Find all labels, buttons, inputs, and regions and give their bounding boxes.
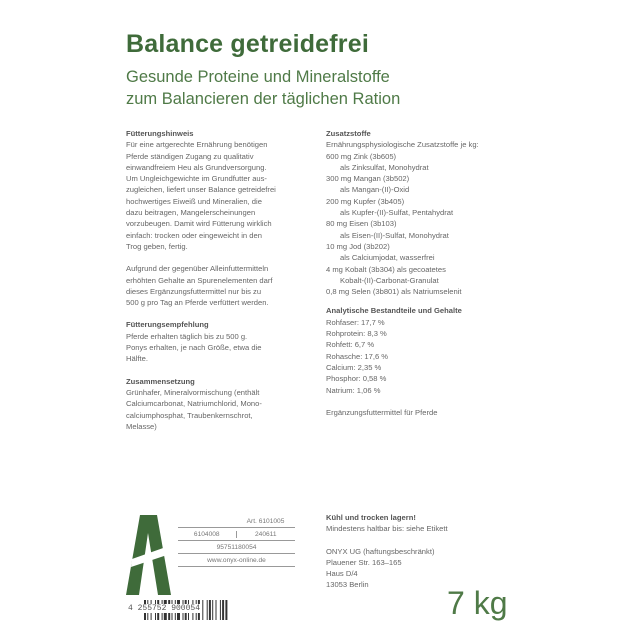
text-line: einfach: trocken oder eingeweicht in den [126, 230, 262, 240]
text-line: zugleichen, liefert unser Balance getreidefrei [126, 185, 276, 195]
additive-line: 4 mg Kobalt (3b304) als gecoatetes [326, 264, 446, 274]
analysis-list [326, 317, 526, 396]
additive-line: als Zinksulfat, Monohydrat [340, 162, 429, 172]
additive-line: 0,8 mg Selen (3b801) als Natriumselenit [326, 287, 462, 297]
ean-number: 95751180054 [216, 543, 257, 551]
additive-line: als Eisen-(II)-Sulfat, Monohydrat [340, 230, 449, 240]
analysis-item: Rohasche: 17,6 % [326, 351, 389, 361]
composition-text [126, 387, 306, 432]
text-line: Hälfte. [126, 354, 148, 364]
table-row [178, 528, 295, 541]
additive-line: 10 mg Jod (3b202) [326, 241, 390, 251]
additives-list [326, 139, 526, 297]
recommend-heading: Fütterungsempfehlung [126, 320, 209, 330]
table-row [178, 541, 295, 554]
additive-line: als Kupfer-(II)-Sulfat, Pentahydrat [340, 208, 454, 218]
analysis-item: Calcium: 2,35 % [326, 362, 382, 372]
text-line: Ponys erhalten, je nach Größe, etwa die [126, 343, 262, 353]
feeding-text [126, 139, 306, 252]
text-line: dazu beitragen, Mangelerscheinungen [126, 208, 256, 218]
analysis-item: Rohfaser: 17,7 % [326, 317, 385, 327]
subtitle-line-2: zum Balancieren der täglichen Ration [126, 90, 401, 108]
footer-note: Ergänzungsfuttermittel für Pferde [326, 407, 438, 417]
additive-line: 300 mg Mangan (3b502) [326, 174, 410, 184]
table-row [178, 554, 295, 567]
composition-heading: Zusammensetzung [126, 376, 195, 386]
analysis-item: Rohfett: 6,7 % [326, 340, 375, 350]
article-number: Art. 6101005 [246, 517, 285, 525]
website: www.onyx-online.de [207, 556, 266, 564]
address-line: Haus D/4 [326, 569, 358, 579]
additive-line: 80 mg Eisen (3b103) [326, 219, 397, 229]
analysis-item: Natrium: 1,06 % [326, 385, 381, 395]
text-line: Aufgrund der gegenüber Alleinfuttermitteln [126, 264, 269, 274]
address-block [326, 512, 448, 591]
text-line: erhöhten Gehalte an Spurenelementen darf [126, 275, 273, 285]
text-line: hochwertiges Eiweiß und Mineralien, die [126, 196, 262, 206]
additive-line: Ernährungsphysiologische Zusatzstoffe je kg: [326, 140, 479, 150]
feeding-heading: Fütterungshinweis [126, 129, 194, 138]
analysis-item: Phosphor: 0,58 % [326, 374, 387, 384]
table-row [178, 515, 295, 528]
analysis-heading: Analytische Bestandteile und Gehalte [326, 306, 462, 316]
brand-logo [126, 515, 171, 595]
additive-line: als Calciumjodat, wasserfrei [340, 253, 435, 263]
label-table [178, 515, 295, 567]
text-line: Melasse) [126, 421, 157, 431]
subtitle-line-1: Gesunde Proteine und Mineralstoffe [126, 68, 390, 86]
text-line: dieses Ergänzungsfuttermittel nur bis zu [126, 286, 262, 296]
left-column [126, 128, 306, 432]
text-line: Pferde erhalten täglich bis zu 500 g. [126, 331, 248, 341]
barcode-digits: 4 255752 900054 [128, 604, 201, 613]
additive-line: Kobalt-(II)-Carbonat-Granulat [340, 275, 439, 285]
product-title: Balance getreidefrei [126, 30, 369, 58]
text-line: 500 g pro Tag an Pferde verfüttert werden. [126, 298, 269, 308]
text-line: Trog geben, fertig. [126, 241, 188, 251]
text-line: Calciumcarbonat, Natriumchlorid, Mono- [126, 399, 262, 409]
net-weight: 7 kg [447, 585, 508, 621]
best-before: Mindestens haltbar bis: siehe Etikett [326, 524, 448, 534]
text-line: Für eine artgerechte Ernährung benötigen [126, 140, 268, 150]
right-column [326, 128, 526, 418]
analysis-item: Rohprotein: 8,3 % [326, 329, 387, 339]
text-line: Pferde ständigen Zugang zu qualitativ [126, 151, 254, 161]
recommend-text [126, 331, 306, 365]
additives-heading: Zusatzstoffe [326, 129, 371, 138]
text-line: Um Ungleichgewichte im Grundfutter aus- [126, 174, 267, 184]
note-text [126, 263, 306, 308]
additive-line: als Mangan-(II)-Oxid [340, 185, 410, 195]
code-b: 240611 [236, 531, 296, 538]
address-line: 13053 Berlin [326, 580, 369, 590]
address-line: Plauener Str. 163–165 [326, 557, 402, 567]
storage-heading: Kühl und trocken lagern! [326, 513, 416, 522]
additive-line: 200 mg Kupfer (3b405) [326, 196, 405, 206]
text-line: Grünhafer, Mineralvormischung (enthält [126, 387, 260, 397]
code-a: 6104008 [193, 530, 220, 538]
text-line: calciumphosphat, Traubenkernschrot, [126, 410, 253, 420]
text-line: vorzubeugen. Damit wird Fütterung wirklich [126, 219, 272, 229]
text-line: einwandfreiem Heu als Grundversorgung. [126, 162, 267, 172]
additive-line: 600 mg Zink (3b605) [326, 151, 397, 161]
address-line: ONYX UG (haftungsbeschränkt) [326, 546, 435, 556]
